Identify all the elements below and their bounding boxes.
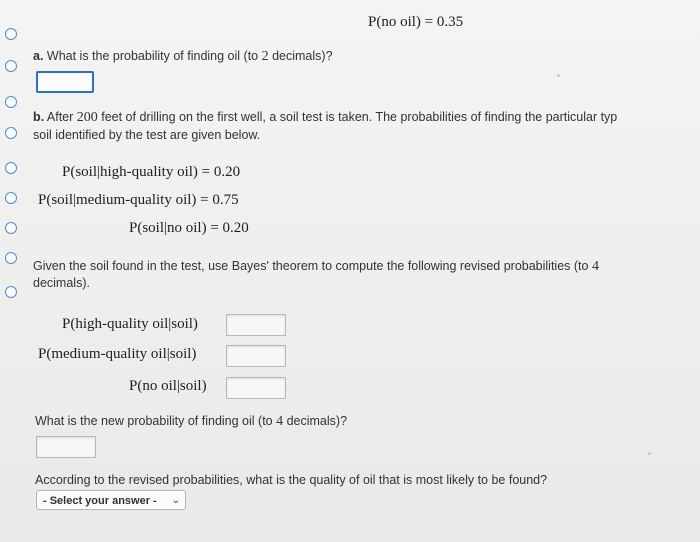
decorative-dot (648, 452, 651, 455)
question-b-num: 200 (76, 110, 98, 125)
question-b-label: b. (33, 110, 45, 124)
select-value: - Select your answer - (43, 495, 157, 507)
question-a-tail: decimals)? (268, 49, 333, 63)
given-lhs: P(soil|high-quality oil) (62, 164, 198, 180)
given-lhs: P(soil|no oil) (129, 220, 207, 236)
radio-button[interactable] (5, 96, 17, 108)
given-rhs: = 0.75 (196, 192, 239, 208)
question-a-num: 2 (261, 49, 269, 64)
revised-no-oil-label: P(no oil|soil) (129, 378, 207, 394)
bayes-instruction-text: Given the soil found in the test, use Bayes' theorem to compute the following revised probabilities (to (33, 259, 592, 273)
revised-medium-quality-label: P(medium-quality oil|soil) (38, 346, 197, 362)
radio-button[interactable] (5, 222, 17, 234)
revised-high-quality-input[interactable] (226, 314, 286, 336)
decorative-dot (557, 74, 560, 77)
bayes-instruction-line1 (33, 259, 599, 275)
revised-medium-quality-input[interactable] (226, 345, 286, 367)
given-no-oil (129, 220, 249, 237)
new-prob-text-tail: decimals)? (283, 414, 348, 428)
revised-no-oil-input[interactable] (226, 377, 286, 399)
quality-question: According to the revised probabilities, what is the quality of oil that is most likely to be found? (35, 473, 548, 487)
revised-high-quality-label: P(high-quality oil|soil) (62, 316, 198, 332)
question-a-label: a. (33, 49, 44, 63)
given-medium-quality (38, 192, 239, 209)
formula-rhs: = 0.35 (420, 14, 464, 30)
prior-no-oil-formula (368, 14, 463, 31)
oil-quality-select[interactable] (36, 490, 186, 510)
new-prob-num: 4 (276, 414, 284, 429)
new-prob-text: What is the new probability of finding oil (to (35, 414, 277, 428)
radio-button[interactable] (5, 60, 17, 72)
question-b-text-rest: feet of drilling on the first well, a soil test is taken. The probabilities of finding the particular typ (97, 110, 618, 124)
question-b-line2: soil identified by the test are given below. (33, 128, 261, 142)
new-probability-input[interactable] (36, 436, 96, 458)
given-rhs: = 0.20 (206, 220, 249, 236)
bayes-instruction-line2: decimals). (33, 276, 90, 290)
radio-button[interactable] (5, 192, 17, 204)
given-lhs: P(soil|medium-quality oil) (38, 192, 197, 208)
given-high-quality (62, 164, 240, 181)
question-b-line1 (33, 110, 617, 126)
radio-button[interactable] (5, 286, 17, 298)
chevron-down-icon: ⌄ (171, 495, 180, 506)
radio-button[interactable] (5, 162, 17, 174)
question-a-text: What is the probability of finding oil (to (43, 49, 262, 63)
given-rhs: = 0.20 (197, 164, 241, 180)
formula-lhs: P(no oil) (368, 14, 421, 30)
bayes-instruction-num: 4 (591, 259, 599, 274)
new-probability-question (35, 414, 347, 430)
oil-probability-input[interactable] (36, 71, 94, 93)
radio-button[interactable] (5, 127, 17, 139)
question-a (33, 49, 333, 65)
radio-button[interactable] (5, 28, 17, 40)
question-b-text: After (44, 110, 77, 124)
radio-button[interactable] (5, 252, 17, 264)
